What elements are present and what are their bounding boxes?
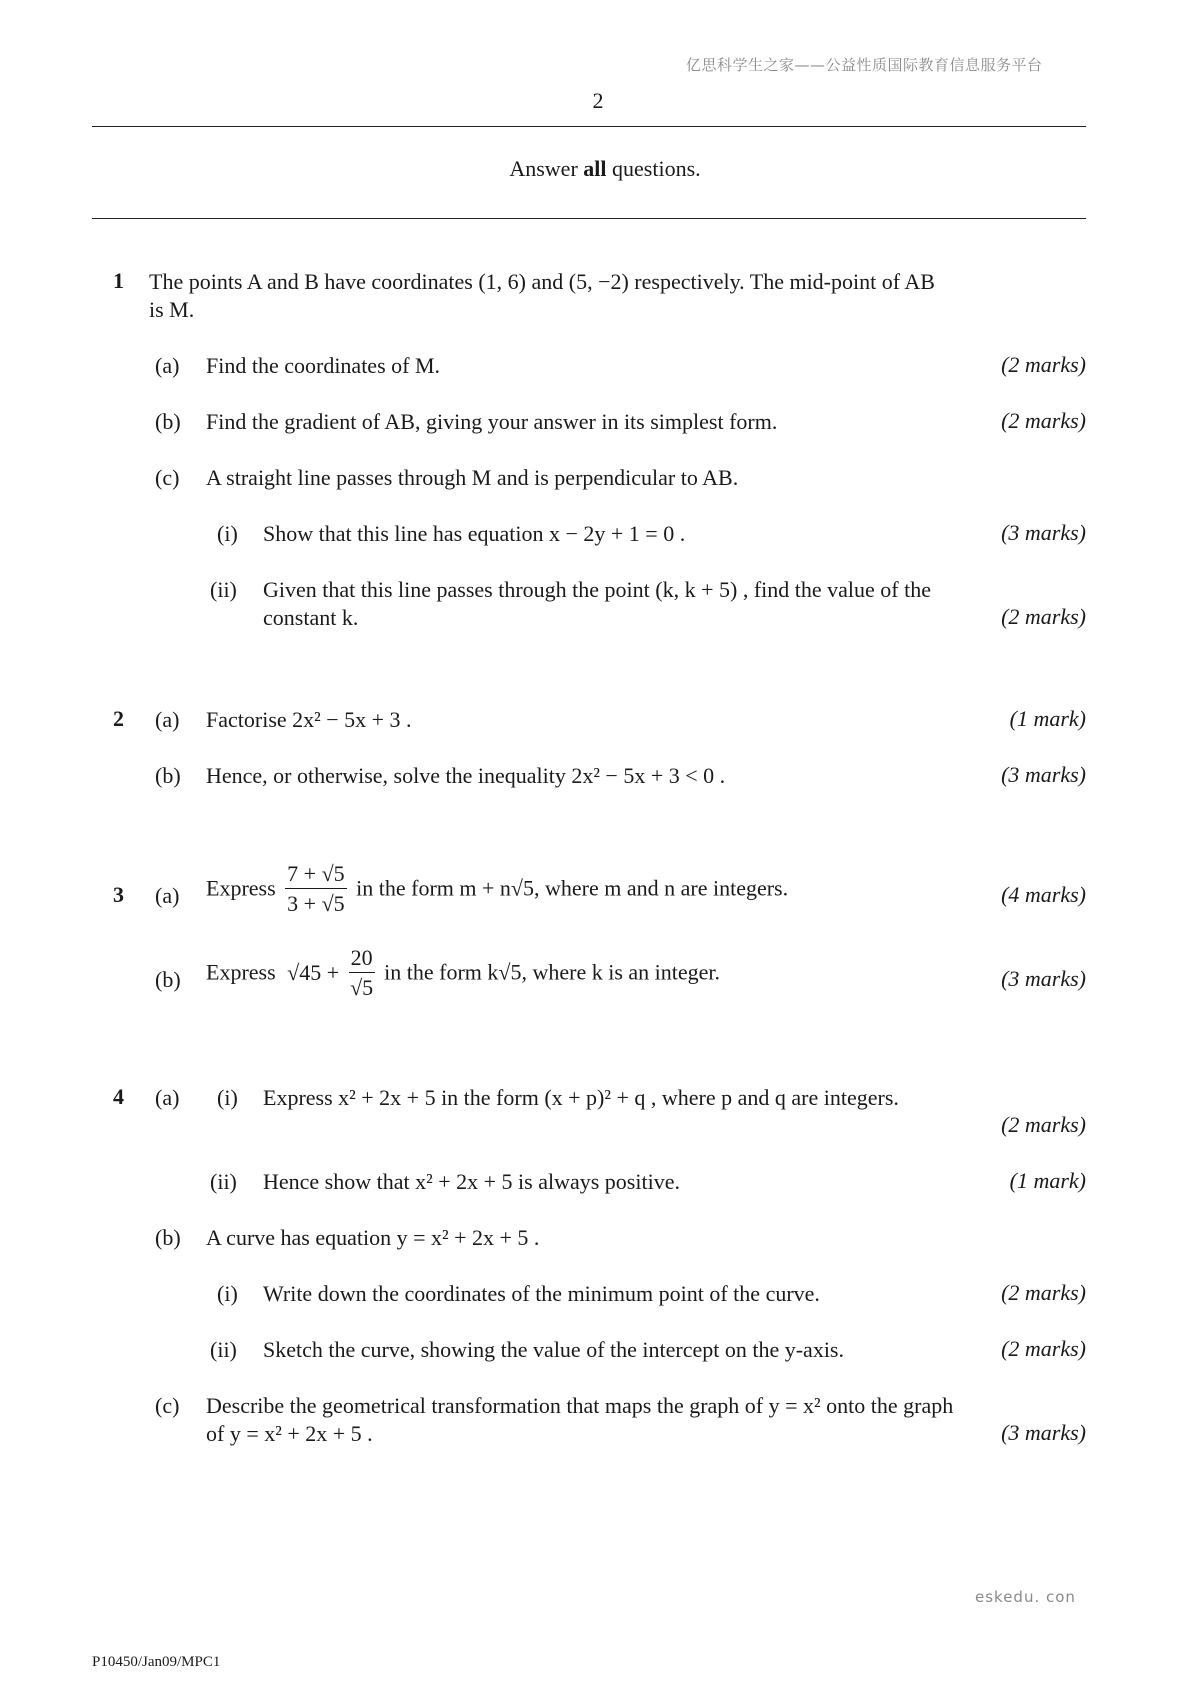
top-rule [92,126,1086,127]
marks: (2 marks) [1001,1280,1086,1305]
part-text: Express √45 + $\frac{20}{√5}$ in the form k√5, where k is an integer. [206,945,721,1001]
marks: (2 marks) [1001,352,1086,377]
marks: (3 marks) [1001,762,1086,787]
part-text: of y = x² + 2x + 5 . [206,1421,373,1446]
instruction: Answer all questions. [509,156,701,181]
fraction: $\frac{7 + √5}{3 + √5}$ [287,861,345,917]
part-label: (a) [155,1085,180,1110]
question-number: 3 [113,882,124,907]
part-text: Factorise 2x² − 5x + 3 . [206,707,412,732]
watermark-bottom: eskedu. con [975,1588,1076,1606]
subpart-label: (i) [217,1281,238,1306]
marks: (4 marks) [1001,882,1086,907]
question-number: 4 [113,1084,124,1109]
marks: (2 marks) [1001,604,1086,629]
part-label: (a) [155,707,180,732]
part-text: Find the coordinates of M. [206,353,441,378]
subpart-text: Given that this line passes through the point (k, k + 5) , find the value of the [263,577,932,602]
part-text: A curve has equation y = x² + 2x + 5 . [206,1225,540,1250]
subpart-text: Write down the coordinates of the minimum point of the curve. [263,1281,820,1306]
question-number: 1 [113,268,124,293]
question-stem: The points A and B have coordinates (1, 6) and (5, −2) respectively. The mid-point of AB [149,269,935,294]
marks: (2 marks) [1001,1336,1086,1361]
marks: (2 marks) [1001,1112,1086,1137]
subpart-text: Sketch the curve, showing the value of the intercept on the y-axis. [263,1337,844,1362]
part-label: (a) [155,883,180,908]
subpart-label: (ii) [210,1337,237,1362]
marks: (2 marks) [1001,408,1086,433]
part-label: (b) [155,967,181,992]
part-text: Express $\frac{7 + √5}{3 + √5}$ in the form m + n√5, where m and n are integers. [206,861,789,917]
marks: (3 marks) [1001,966,1086,991]
watermark-top: 亿思科学生之家——公益性质国际教育信息服务平台 [686,56,1043,74]
part-text: A straight line passes through M and is perpendicular to AB. [206,465,739,490]
marks: (1 mark) [1009,706,1086,731]
marks: (3 marks) [1001,1420,1086,1445]
subpart-label: (i) [217,521,238,546]
page-number: 2 [592,88,604,113]
part-label: (b) [155,409,181,434]
instruction-rule [92,218,1086,219]
part-label: (c) [155,465,180,490]
marks: (3 marks) [1001,520,1086,545]
fraction: $\frac{20}{√5}$ [350,945,374,1001]
subpart-text: Show that this line has equation x − 2y + 1 = 0 . [263,521,686,546]
subpart-text: constant k. [263,605,359,630]
part-label: (a) [155,353,180,378]
question-stem: is M. [149,297,195,322]
subpart-label: (ii) [210,577,237,602]
part-text: Hence, or otherwise, solve the inequality 2x² − 5x + 3 < 0 . [206,763,726,788]
subpart-text: Express x² + 2x + 5 in the form (x + p)² + q , where p and q are integers. [263,1085,899,1110]
footer-code: P10450/Jan09/MPC1 [92,1654,221,1670]
part-label: (b) [155,1225,181,1250]
part-text: Find the gradient of AB, giving your answer in its simplest form. [206,409,778,434]
marks: (1 mark) [1009,1168,1086,1193]
part-label: (b) [155,763,181,788]
part-label: (c) [155,1393,180,1418]
question-number: 2 [113,706,124,731]
subpart-label: (ii) [210,1169,237,1194]
part-text: Describe the geometrical transformation that maps the graph of y = x² onto the graph [206,1393,954,1418]
subpart-label: (i) [217,1085,238,1110]
subpart-text: Hence show that x² + 2x + 5 is always positive. [263,1169,680,1194]
